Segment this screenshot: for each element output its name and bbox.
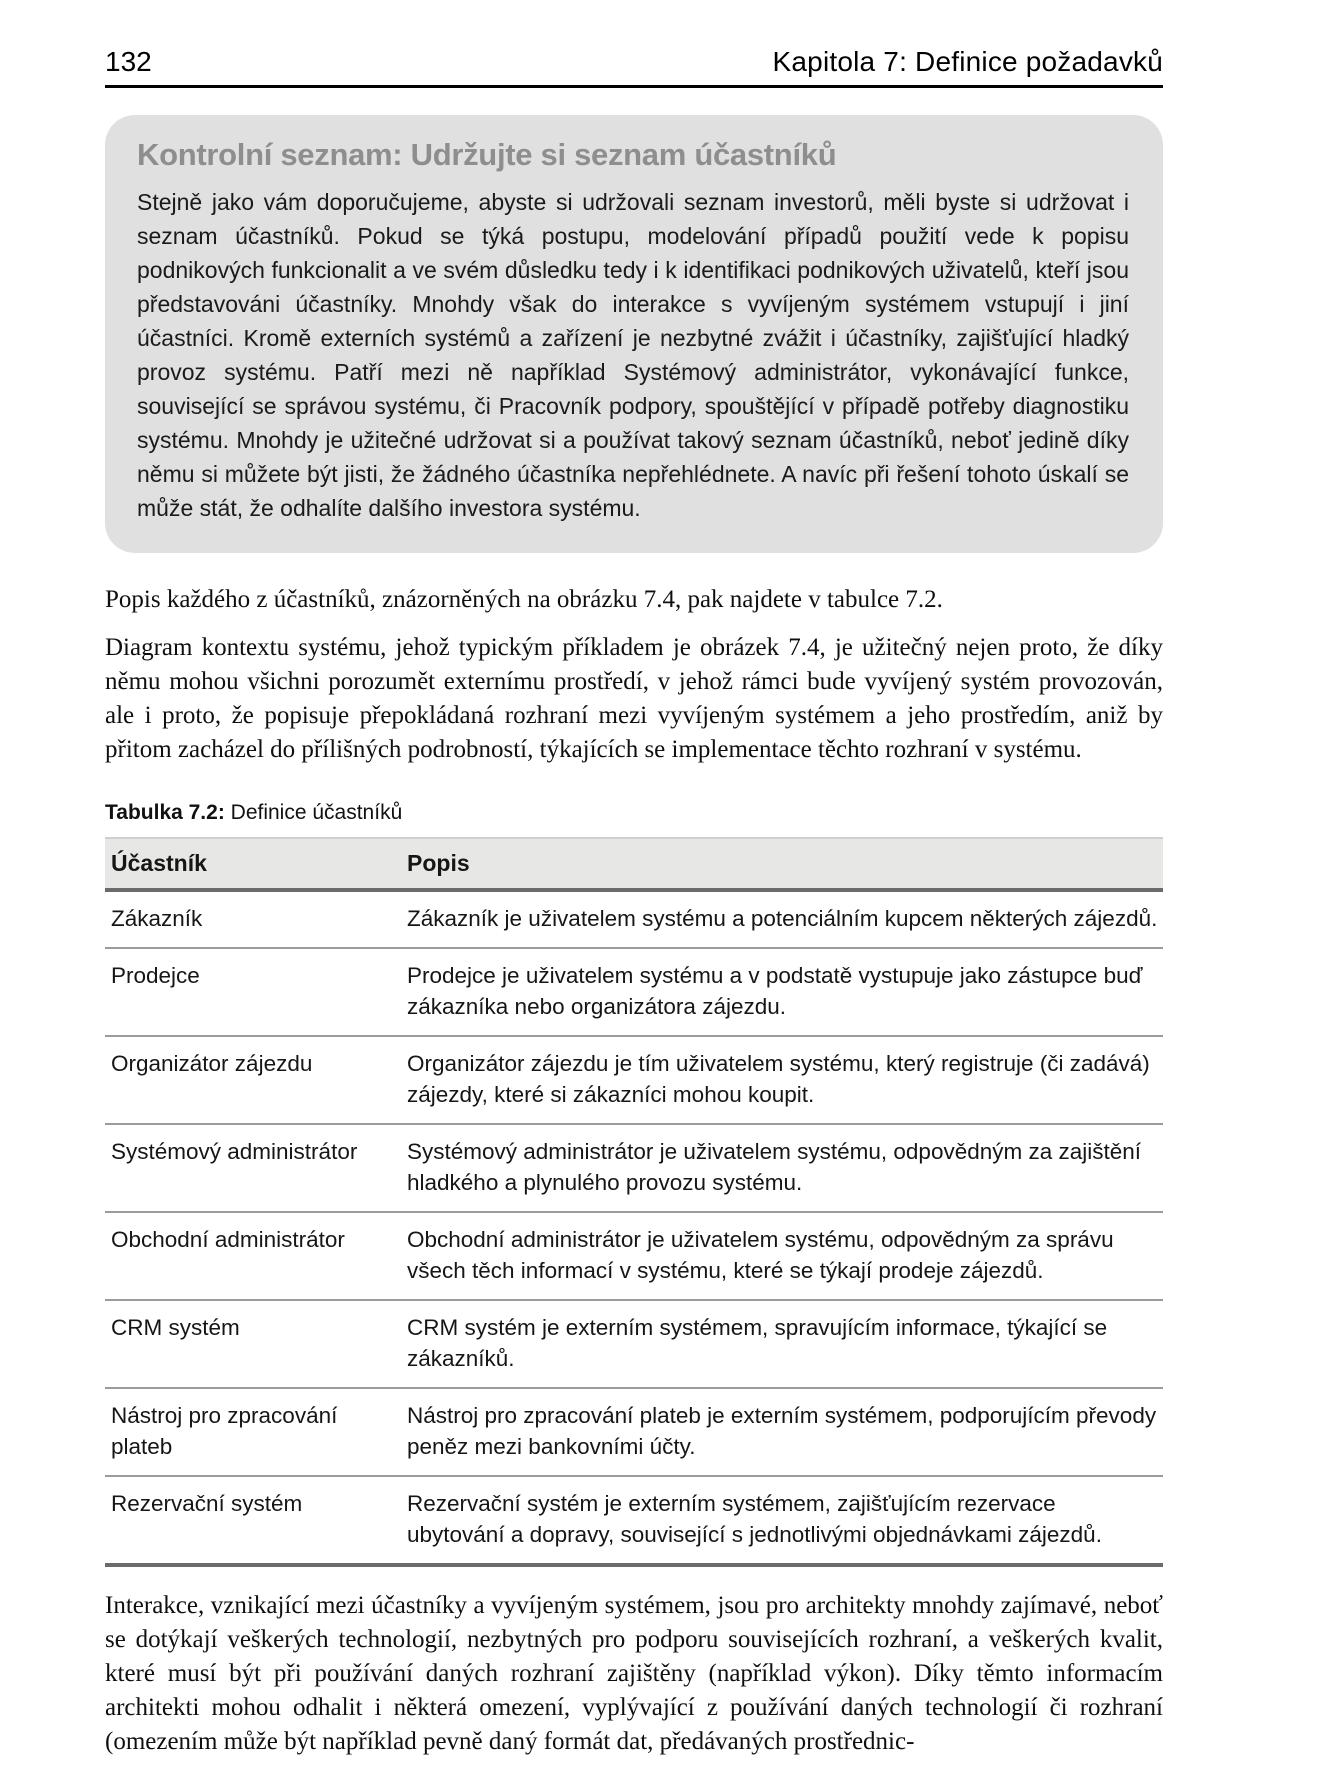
table-caption-text: Definice účastníků	[224, 801, 403, 824]
callout-title: Kontrolní seznam: Udržujte si seznam účastníků	[137, 137, 837, 172]
table-row	[105, 1124, 1163, 1212]
table-header-row	[105, 838, 1163, 890]
paragraph-table-reference: Popis každého z účastníků, znázorněných na obrázku 7.4, pak najdete v tabulce 7.2.	[105, 586, 943, 613]
table-row	[105, 1036, 1163, 1124]
actor-cell: Nástroj pro zpracování plateb	[105, 1388, 401, 1476]
column-header-actor: Účastník	[105, 838, 401, 890]
table-caption-label: Tabulka 7.2:	[105, 801, 225, 824]
checklist-callout	[105, 115, 1163, 553]
description-cell: Prodejce je uživatelem systému a v podstatě vystupuje jako zástupce buď zákazníka nebo organizátora zájezdu.	[401, 948, 1163, 1036]
description-cell: Obchodní administrátor je uživatelem systému, odpovědným za správu všech těch informací v systému, které se týkají prodeje zájezdů.	[401, 1212, 1163, 1300]
actor-cell: Prodejce	[105, 948, 401, 1036]
description-cell: Zákazník je uživatelem systému a potenciálním kupcem některých zájezdů.	[401, 890, 1163, 948]
table-row	[105, 1300, 1163, 1388]
running-head	[105, 46, 1163, 88]
actor-cell: Rezervační systém	[105, 1476, 401, 1565]
table-row	[105, 1476, 1163, 1565]
actor-cell: Zákazník	[105, 890, 401, 948]
description-cell: Organizátor zájezdu je tím uživatelem systému, který registruje (či zadává) zájezdy, které si zákazníci mohou koupit.	[401, 1036, 1163, 1124]
chapter-title: Kapitola 7: Definice požadavků	[772, 46, 1163, 77]
actor-cell: Systémový administrátor	[105, 1124, 401, 1212]
description-cell: CRM systém je externím systémem, spravujícím informace, týkající se zákazníků.	[401, 1300, 1163, 1388]
table-row	[105, 948, 1163, 1036]
page-number: 132	[105, 46, 152, 77]
actors-definition-table	[105, 837, 1163, 1567]
actor-cell: Organizátor zájezdu	[105, 1036, 401, 1124]
description-cell: Systémový administrátor je uživatelem systému, odpovědným za zajištění hladkého a plynulého provozu systému.	[401, 1124, 1163, 1212]
paragraph-interactions: Interakce, vznikající mezi účastníky a vyvíjeným systémem, jsou pro architekty mnohdy zajímavé, neboť se dotýkají veškerých technologií, nezbytných pro podporu souvisejících rozhraní, a veškerých kvalit, které musí být při používání daných rozhraní zajištěny (například výkon). Díky těmto informacím architekti mohou odhalit i některá omezení, vyplývající z používání daných technologií či rozhraní (omezením může být například pevně daný formát dat, předávaných prostřednic-	[105, 1592, 1163, 1755]
table-caption	[105, 801, 1163, 825]
table-row	[105, 1212, 1163, 1300]
table-row	[105, 890, 1163, 948]
description-cell: Nástroj pro zpracování plateb je externím systémem, podporujícím převody peněz mezi bankovními účty.	[401, 1388, 1163, 1476]
description-cell: Rezervační systém je externím systémem, zajišťujícím rezervace ubytování a dopravy, související s jednotlivými objednávkami zájezdů.	[401, 1476, 1163, 1565]
callout-body: Stejně jako vám doporučujeme, abyste si udržovali seznam investorů, měli byste si udržovat i seznam účastníků. Pokud se týká postupu, modelování případů použití vede k popisu podnikových funkcionalit a ve svém důsledku tedy i k identifikaci podnikových uživatelů, kteří jsou představováni účastníky. Mnohdy však do interakce s vyvíjeným systémem vstupují i jiní účastníci. Kromě externích systémů a zařízení je nezbytné zvážit i účastníky, zajišťující hladký provoz systému. Patří mezi ně například Systémový administrátor, vykonávající funkce, související se správou systému, či Pracovník podpory, spouštějící v případě potřeby diagnostiku systému. Mnohdy je užitečné udržovat si a používat takový seznam účastníků, neboť jedině díky němu si můžete být jisti, že žádného účastníka nepřehlédnete. A navíc při řešení tohoto úskalí se může stát, že odhalíte dalšího investora systému.	[137, 189, 1129, 521]
actor-cell: CRM systém	[105, 1300, 401, 1388]
table-row	[105, 1388, 1163, 1476]
actor-cell: Obchodní administrátor	[105, 1212, 401, 1300]
column-header-description: Popis	[401, 838, 1163, 890]
paragraph-context-diagram: Diagram kontextu systému, jehož typickým příkladem je obrázek 7.4, je užitečný nejen proto, že díky němu mohou všichni porozumět externímu prostředí, v jehož rámci bude vyvíjený systém provozován, ale i proto, že popisuje přepokládaná rozhraní mezi vyvíjeným systémem a jeho prostředím, aniž by přitom zacházel do přílišných podrobností, týkajících se implementace těchto rozhraní v systému.	[105, 634, 1163, 763]
